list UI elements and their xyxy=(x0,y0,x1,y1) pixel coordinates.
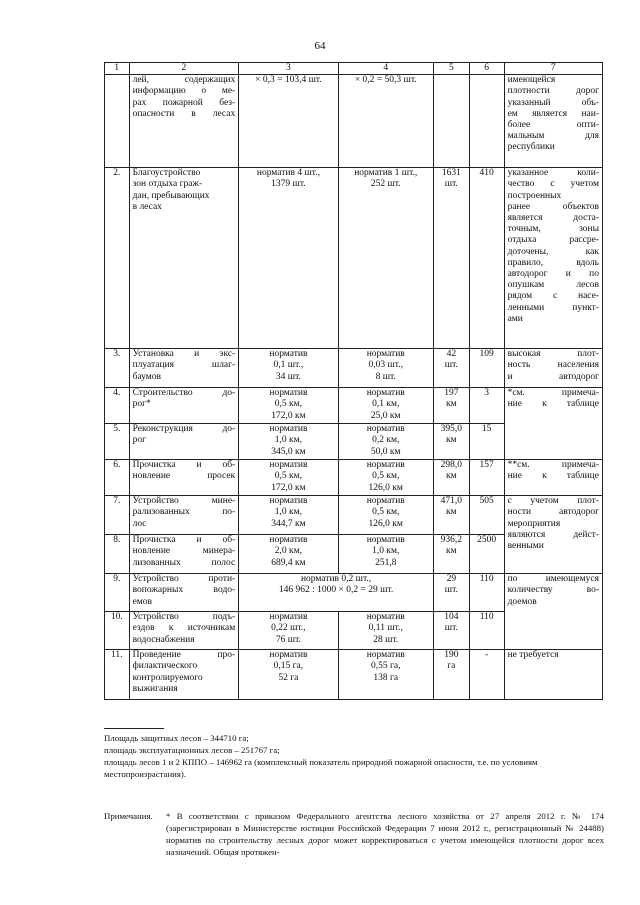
amount-cell: 1631 шт. xyxy=(433,168,469,349)
table-row xyxy=(105,168,603,349)
footnote-divider xyxy=(104,728,164,729)
note-cell: *см. примеча- ние к таблице xyxy=(504,388,602,460)
activity-cell: Установка и экс- плуатация шлаг- баумов xyxy=(129,349,239,388)
column-header: 7 xyxy=(504,63,602,75)
amount-cell: 29 шт. xyxy=(433,574,469,612)
row-number: 3. xyxy=(105,349,130,388)
amount-cell: 42 шт. xyxy=(433,349,469,388)
activity-cell: Реконструкция до- рог xyxy=(129,424,239,460)
activity-cell: Проведение про- филактического контролируемого выжигания xyxy=(129,650,239,700)
activity-cell: Строительство до- рог* xyxy=(129,388,239,424)
column-header: 1 xyxy=(105,63,130,75)
activity-cell: Прочистка и об- новление просек xyxy=(129,460,239,496)
norm-exploit-cell: норматив 0,5 км, 126,0 км xyxy=(338,460,433,496)
note-cell: **см. примеча- ние к таблице xyxy=(504,460,602,496)
cost-cell: 110 xyxy=(469,574,504,612)
column-header: 2 xyxy=(129,63,239,75)
norm-exploit-cell: норматив 1 шт., 252 шт. xyxy=(338,168,433,349)
amount-cell: 471,0 км xyxy=(433,496,469,535)
norm-protected-cell: норматив 0,1 шт., 34 шт. xyxy=(239,349,338,388)
row-number: 2. xyxy=(105,168,130,349)
table-row xyxy=(105,496,603,535)
norm-protected-cell: норматив 0,5 км, 172,0 км xyxy=(239,388,338,424)
norm-protected-cell: × 0,3 = 103,4 шт. xyxy=(239,75,338,168)
page-number: 64 xyxy=(314,40,326,52)
table-row xyxy=(105,75,603,168)
note-cell: не требуется xyxy=(504,650,602,700)
row-number: 10. xyxy=(105,612,130,650)
norm-protected-cell: норматив 0,5 км, 172,0 км xyxy=(239,460,338,496)
cost-cell: 3 xyxy=(469,388,504,424)
activity-cell: Устройство подъ- ездов к источникам водоснабжения xyxy=(129,612,239,650)
activity-cell: лей, содержащих информацию о ме- рах пожарной без- опасности в лесах xyxy=(129,75,239,168)
row-number: 5. xyxy=(105,424,130,460)
note-cell: указанное коли- чество с учетом построенных ранее объектов является доста- точным, зоны отдыха рассре- доточены, как правило, вдоль автодорог и по опушкам лесов рядом с насе- ленными пункт- ами xyxy=(504,168,602,349)
cost-cell: 2500 xyxy=(469,535,504,574)
notes-section xyxy=(104,810,604,858)
norm-protected-cell: норматив 1,0 км, 345,0 км xyxy=(239,424,338,460)
amount-cell: 197 км xyxy=(433,388,469,424)
row-number: 9. xyxy=(105,574,130,612)
table-row xyxy=(105,574,603,612)
row-number: 11. xyxy=(105,650,130,700)
norm-exploit-cell: норматив 0,2 км, 50,0 км xyxy=(338,424,433,460)
row-number: 4. xyxy=(105,388,130,424)
cost-cell: 110 xyxy=(469,612,504,650)
amount-cell: 104 шт. xyxy=(433,612,469,650)
amount-cell: 298,0 км xyxy=(433,460,469,496)
column-header: 3 xyxy=(239,63,338,75)
amount-cell xyxy=(433,75,469,168)
footnote-protected-area: Площадь защитных лесов – 344710 га; xyxy=(104,733,249,743)
row-number: 6. xyxy=(105,460,130,496)
cost-cell: 505 xyxy=(469,496,504,535)
activity-cell: Прочистка и об- новление минера- лизованных полос xyxy=(129,535,239,574)
row-number: 8. xyxy=(105,535,130,574)
table-row xyxy=(105,388,603,424)
norm-protected-cell: норматив 1,0 км, 344,7 км xyxy=(239,496,338,535)
norm-merged-cell: норматив 0,2 шт., 146 962 : 1000 × 0,2 = 29 шт. xyxy=(239,574,434,612)
cost-cell: 109 xyxy=(469,349,504,388)
cost-cell: 157 xyxy=(469,460,504,496)
norm-exploit-cell: норматив 1,0 км, 251,8 xyxy=(338,535,433,574)
note-cell: с учетом плот- ности автодорог мероприятия являются дейст- венными xyxy=(504,496,602,574)
row-number xyxy=(105,75,130,168)
cost-cell: - xyxy=(469,650,504,700)
note-cell: высокая плот- ность населения и автодорог xyxy=(504,349,602,388)
amount-cell: 395,0 км xyxy=(433,424,469,460)
fire-safety-measures-table xyxy=(104,62,603,700)
column-header: 4 xyxy=(338,63,433,75)
norm-protected-cell: норматив 2,0 км, 689,4 км xyxy=(239,535,338,574)
column-header: 5 xyxy=(433,63,469,75)
norm-protected-cell: норматив 0,22 шт., 76 шт. xyxy=(239,612,338,650)
table-row xyxy=(105,349,603,388)
footnote-kppo-area: площадь лесов 1 и 2 КППО – 146962 га (комплексный показатель природной пожарной опасности, т.е. по условиям местопроизрастания). xyxy=(104,757,538,779)
norm-exploit-cell: норматив 0,1 км, 25,0 км xyxy=(338,388,433,424)
norm-exploit-cell: норматив 0,5 км, 126,0 км xyxy=(338,496,433,535)
norm-exploit-cell: норматив 0,11 шт., 28 шт. xyxy=(338,612,433,650)
norm-protected-cell: норматив 4 шт., 1379 шт. xyxy=(239,168,338,349)
notes-text: * В соответствии с приказом Федерального агентства лесного хозяйства от 27 апреля 2012 г. № 174 (зарегистрирован в Министерстве юстиции Российской Федерации 7 июня 2012 г., регистрационный № 24488) норматив по строительству лесных дорог может корректироваться с учетом имеющейся плотности дорог всех назначений. Общая протяжен- xyxy=(166,811,604,857)
note-cell: имеющейся плотности дорог указанный объ- ем является наи- более опти- мальным для республики xyxy=(504,75,602,168)
notes-label: Примечания. xyxy=(104,811,153,821)
norm-exploit-cell: × 0,2 = 50,3 шт. xyxy=(338,75,433,168)
table-row xyxy=(105,460,603,496)
activity-cell: Устройство проти- вопожарных водо- емов xyxy=(129,574,239,612)
activity-cell: Устройство мине- рализованных по- лос xyxy=(129,496,239,535)
amount-cell: 936,2 км xyxy=(433,535,469,574)
row-number: 7. xyxy=(105,496,130,535)
footnote-exploit-area: площадь эксплуатационных лесов – 251767 га; xyxy=(104,745,280,755)
table-header-row xyxy=(105,63,603,75)
norm-exploit-cell: норматив 0,55 га, 138 га xyxy=(338,650,433,700)
amount-cell: 190 га xyxy=(433,650,469,700)
cost-cell: 410 xyxy=(469,168,504,349)
column-header: 6 xyxy=(469,63,504,75)
norm-protected-cell: норматив 0,15 га, 52 га xyxy=(239,650,338,700)
activity-cell: Благоустройство зон отдыха граж- дан, пребывающих в лесах xyxy=(129,168,239,349)
norm-exploit-cell: норматив 0,03 шт., 8 шт. xyxy=(338,349,433,388)
table-row xyxy=(105,650,603,700)
note-cell: по имеющемуся количеству во- доемов xyxy=(504,574,602,650)
cost-cell xyxy=(469,75,504,168)
cost-cell: 15 xyxy=(469,424,504,460)
footnotes xyxy=(104,728,604,780)
